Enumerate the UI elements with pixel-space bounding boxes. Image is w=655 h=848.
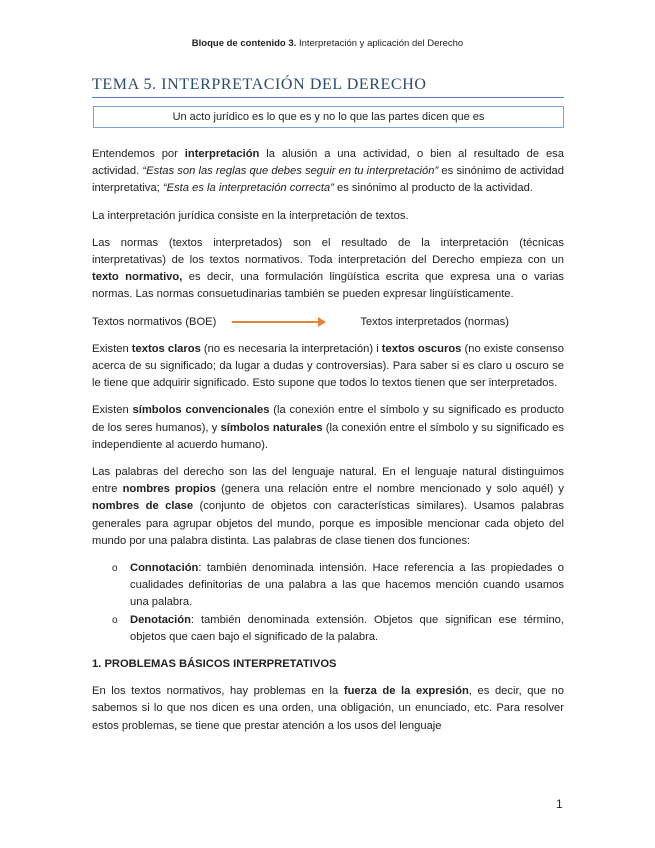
paragraph-5 bbox=[92, 402, 564, 454]
text: , es decir, que no sabemos si lo que nos dicen es una orden, una obligación, un enunciado, etc. Para resolver estos problemas, se tiene que prestar atención a los usos del lenguaje bbox=[92, 685, 564, 732]
text: es sinónimo de actividad interpretativa; bbox=[92, 165, 564, 195]
arrow-left-label: Textos normativos (BOE) bbox=[92, 315, 217, 328]
text-bold: textos claros bbox=[131, 342, 201, 355]
text: En los textos normativos, hay problemas en la bbox=[92, 685, 344, 698]
text: Existen bbox=[92, 404, 133, 417]
paragraph-3 bbox=[92, 235, 564, 304]
paragraph-2: La interpretación jurídica consiste en la interpretación de textos. bbox=[92, 209, 409, 222]
header-rest: Interpretación y aplicación del Derecho bbox=[296, 38, 464, 49]
bullet-text: : también denominada intensión. Hace referencia a las propiedades o cualidades definitorias de una palabra a las que hacemos mención cuando usamos una palabra. bbox=[130, 562, 564, 609]
bullet-list bbox=[92, 560, 564, 646]
text: Las normas (textos interpretados) son el resultado de la interpretación (técnicas interpretativas) de los textos normativos. Toda interpretación del Derecho empieza con un bbox=[92, 236, 564, 267]
page-number: 1 bbox=[556, 797, 563, 811]
text: (no es necesaria la interpretación) i bbox=[200, 342, 382, 355]
document-body bbox=[92, 146, 564, 745]
text: la alusión a una actividad, o bien al resultado de esa actividad. bbox=[92, 148, 565, 178]
header-bold: Bloque de contenido 3. bbox=[191, 38, 297, 49]
text: (no existe consenso acerca de su significado; da lugar a dudas y controversias). Para saber si es claro u oscuro se le tiene que adquirir significado. Esto supone que todos lo textos tienen que ser interpretados. bbox=[92, 342, 565, 390]
text: (conjunto de objetos con características similares). Usamos palabras generales para agrupar objetos del mundo, porque es imposible mencionar cada objeto del mundo por una palabra distinta. Las palabras de clase tienen dos funciones: bbox=[92, 500, 564, 547]
text-bold: nombres de clase bbox=[92, 500, 194, 513]
right-arrow-icon bbox=[232, 321, 324, 323]
page-title: TEMA 5. INTERPRETACIÓN DEL DERECHO bbox=[92, 76, 564, 98]
arrow-row bbox=[92, 314, 564, 331]
text: (la conexión entre el símbolo y su significado es producto de los seres humanos), y bbox=[92, 404, 564, 434]
text-bold: texto normativo, bbox=[92, 271, 183, 284]
paragraph-6 bbox=[92, 464, 564, 550]
text: Entendemos por bbox=[92, 148, 185, 160]
text: (genera una relación entre el nombre mencionado y solo aquél) y bbox=[215, 483, 565, 496]
text: es decir, una formulación lingüística escrita que expresa una o varias normas. Las normas consuetudinarias también se pueden expresar lingüísticamente. bbox=[92, 271, 565, 301]
quote-box: Un acto jurídico es lo que es y no lo que las partes dicen que es bbox=[93, 106, 564, 128]
bullet-text: : también denominada extensión. Objetos que significan ese término, objetos que caen bajo el significado de la palabra. bbox=[130, 613, 564, 643]
paragraph-1 bbox=[92, 146, 564, 198]
bullet-term: Denotación bbox=[130, 613, 191, 626]
text-italic: “Estas son las reglas que debes seguir en tu interpretación” bbox=[142, 165, 439, 178]
text-bold: interpretación bbox=[184, 148, 260, 160]
text-bold: textos oscuros bbox=[381, 342, 462, 355]
arrow-right-label: Textos interpretados (normas) bbox=[360, 315, 509, 328]
text: es sinónimo al producto de la actividad. bbox=[333, 182, 533, 195]
list-item bbox=[92, 560, 564, 612]
paragraph-4 bbox=[92, 341, 564, 393]
text-bold: símbolos naturales bbox=[220, 421, 323, 434]
text-bold: nombres propios bbox=[122, 483, 216, 496]
text-bold: símbolos convencionales bbox=[132, 404, 270, 417]
section-heading: 1. PROBLEMAS BÁSICOS INTERPRETATIVOS bbox=[92, 658, 337, 671]
running-header bbox=[0, 38, 655, 49]
paragraph-7 bbox=[92, 683, 564, 735]
text-italic: “Esta es la interpretación correcta” bbox=[162, 182, 334, 195]
text: (la conexión entre el símbolo y su significado es independiente al acuerdo humano). bbox=[92, 421, 564, 451]
text: Existen bbox=[92, 342, 132, 355]
bullet-term: Connotación bbox=[130, 562, 199, 575]
text-bold: fuerza de la expresión bbox=[343, 685, 469, 698]
list-item bbox=[92, 612, 564, 646]
text: Las palabras del derecho son las del lenguaje natural. En el lenguaje natural distinguimos entre bbox=[92, 466, 564, 496]
